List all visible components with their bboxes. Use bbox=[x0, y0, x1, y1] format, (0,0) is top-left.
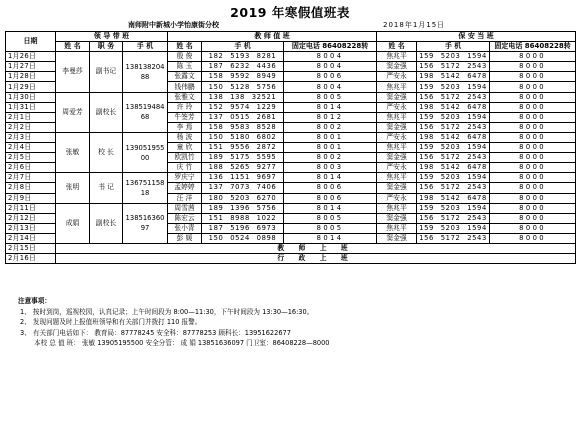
header-security-group: 保 安 当 班 bbox=[377, 32, 576, 42]
schedule-date: 2018年1月15日 bbox=[383, 21, 446, 29]
leader-name: 成娟 bbox=[56, 203, 90, 243]
guard-name: 窦金强 bbox=[377, 62, 417, 72]
leader-duty: 副书记 bbox=[90, 52, 123, 92]
guard-name: 焦兆平 bbox=[377, 223, 417, 233]
teacher-fixed: 8006 bbox=[284, 72, 377, 82]
guard-name: 窦金强 bbox=[377, 122, 417, 132]
teacher-mobile: 152 9574 1229 bbox=[202, 102, 284, 112]
guard-fixed: 8000 bbox=[490, 173, 576, 183]
teacher-name: 欧凯竹 bbox=[168, 153, 202, 163]
teacher-fixed: 8004 bbox=[284, 82, 377, 92]
guard-name: 严安永 bbox=[377, 72, 417, 82]
guard-name: 焦兆平 bbox=[377, 173, 417, 183]
teacher-fixed: 8014 bbox=[284, 233, 377, 243]
teacher-mobile: 151 9556 2872 bbox=[202, 143, 284, 153]
guard-mobile: 198 5142 6478 bbox=[417, 102, 490, 112]
duty-schedule-table bbox=[5, 31, 576, 264]
teacher-fixed: 8005 bbox=[284, 223, 377, 233]
school-name: 南师附中新城小学怡康街分校 bbox=[128, 21, 219, 29]
table-row bbox=[6, 52, 576, 62]
guard-fixed: 8000 bbox=[490, 112, 576, 122]
table-row bbox=[6, 173, 576, 183]
teacher-fixed: 8006 bbox=[284, 193, 377, 203]
date-cell: 1月31日 bbox=[6, 102, 56, 112]
guard-name: 严安永 bbox=[377, 193, 417, 203]
header-leader-group: 领 导 带 班 bbox=[56, 32, 168, 42]
teacher-mobile: 189 1396 5756 bbox=[202, 203, 284, 213]
header-date: 日期 bbox=[6, 32, 56, 52]
table-row bbox=[6, 243, 576, 253]
date-cell: 1月30日 bbox=[6, 92, 56, 102]
table-row bbox=[6, 92, 576, 102]
leader-duty: 书 记 bbox=[90, 173, 123, 203]
date-cell: 2月11日 bbox=[6, 203, 56, 213]
teacher-fixed: 8014 bbox=[284, 102, 377, 112]
teacher-mobile: 136 1151 9697 bbox=[202, 173, 284, 183]
note-item: 1、 按时到岗，巡视校园，认真记录；上午时间段为 8:00—11:30，下午时间段为 13:30—16:30。 bbox=[20, 307, 314, 316]
guard-fixed: 8000 bbox=[490, 223, 576, 233]
date-cell: 2月12日 bbox=[6, 213, 56, 223]
teacher-name: 殷 俊 bbox=[168, 52, 202, 62]
guard-fixed: 8000 bbox=[490, 122, 576, 132]
date-cell: 2月16日 bbox=[6, 254, 56, 264]
guard-mobile: 159 5203 1594 bbox=[417, 112, 490, 122]
header-guard-mobile: 手 机 bbox=[417, 42, 490, 52]
leader-name: 张明 bbox=[56, 173, 90, 203]
guard-fixed: 8000 bbox=[490, 132, 576, 142]
guard-fixed: 8000 bbox=[490, 102, 576, 112]
date-cell: 1月27日 bbox=[6, 62, 56, 72]
teacher-fixed: 8002 bbox=[284, 153, 377, 163]
guard-name: 窦金强 bbox=[377, 213, 417, 223]
guard-name: 焦兆平 bbox=[377, 112, 417, 122]
note-item: 2、 发现问题及时上报值班领导和有关部门并拨打 110 报警。 bbox=[20, 318, 202, 327]
guard-name: 焦兆平 bbox=[377, 203, 417, 213]
table-row bbox=[6, 132, 576, 142]
guard-mobile: 159 5203 1594 bbox=[417, 173, 490, 183]
teacher-mobile: 150 0524 0898 bbox=[202, 233, 284, 243]
header-teacher-name: 姓 名 bbox=[168, 42, 202, 52]
guard-mobile: 198 5142 6478 bbox=[417, 132, 490, 142]
guard-mobile: 159 5203 1594 bbox=[417, 223, 490, 233]
guard-fixed: 8000 bbox=[490, 183, 576, 193]
teacher-name: 陈宏云 bbox=[168, 213, 202, 223]
guard-mobile: 198 5142 6478 bbox=[417, 72, 490, 82]
guard-fixed: 8000 bbox=[490, 163, 576, 173]
teacher-name: 许 玲 bbox=[168, 102, 202, 112]
leader-name: 张敏 bbox=[56, 132, 90, 172]
teacher-name: 汪 洋 bbox=[168, 193, 202, 203]
teacher-name: 彭 媛 bbox=[168, 233, 202, 243]
teacher-mobile: 150 5128 5756 bbox=[202, 82, 284, 92]
leader-mobile: 13675115818 bbox=[123, 173, 168, 203]
teacher-fixed: 8006 bbox=[284, 183, 377, 193]
guard-mobile: 198 5142 6478 bbox=[417, 163, 490, 173]
teacher-name: 童 欣 bbox=[168, 143, 202, 153]
guard-mobile: 156 5172 2543 bbox=[417, 183, 490, 193]
date-cell: 2月4日 bbox=[6, 143, 56, 153]
guard-mobile: 159 5203 1594 bbox=[417, 143, 490, 153]
teacher-fixed: 8002 bbox=[284, 122, 377, 132]
note-contacts: 本校 总 值 班： 张敏 13905195500 安全分管： 成 娟 13851636097 门卫室：86408228—8000 bbox=[34, 339, 330, 348]
date-cell: 1月28日 bbox=[6, 72, 56, 82]
teacher-mobile: 189 5175 5595 bbox=[202, 153, 284, 163]
date-cell: 2月9日 bbox=[6, 193, 56, 203]
guard-fixed: 8000 bbox=[490, 203, 576, 213]
header-leader-mobile: 手 机 bbox=[123, 42, 168, 52]
guard-name: 窦金强 bbox=[377, 233, 417, 243]
teacher-name: 钱伟鹏 bbox=[168, 82, 202, 92]
leader-mobile: 13851948468 bbox=[123, 92, 168, 132]
guard-fixed: 8000 bbox=[490, 72, 576, 82]
leader-duty: 副校长 bbox=[90, 92, 123, 132]
guard-name: 焦兆平 bbox=[377, 52, 417, 62]
teacher-mobile: 138 138 32521 bbox=[202, 92, 284, 102]
page-title: 2019 年寒假值班表 bbox=[230, 5, 350, 20]
teacher-name: 张小青 bbox=[168, 223, 202, 233]
full-width-note: 教 师 上 班 bbox=[56, 243, 576, 253]
teacher-name: 牛签芳 bbox=[168, 112, 202, 122]
guard-fixed: 8000 bbox=[490, 153, 576, 163]
header-teacher-fixed: 固定电话 86408228转 bbox=[284, 42, 377, 52]
notes-section bbox=[20, 296, 575, 349]
teacher-mobile: 180 5203 6270 bbox=[202, 193, 284, 203]
leader-name: 李曼莎 bbox=[56, 52, 90, 92]
guard-name: 焦兆平 bbox=[377, 82, 417, 92]
guard-name: 严安永 bbox=[377, 132, 417, 142]
date-cell: 1月29日 bbox=[6, 82, 56, 92]
teacher-mobile: 187 5196 6973 bbox=[202, 223, 284, 233]
teacher-mobile: 158 9592 8949 bbox=[202, 72, 284, 82]
teacher-name: 杨 波 bbox=[168, 132, 202, 142]
date-cell: 2月2日 bbox=[6, 122, 56, 132]
table-row bbox=[6, 203, 576, 213]
teacher-fixed: 8005 bbox=[284, 213, 377, 223]
teacher-name: 周雪茜 bbox=[168, 203, 202, 213]
teacher-name: 庆 竹 bbox=[168, 163, 202, 173]
teacher-mobile: 187 6232 4436 bbox=[202, 62, 284, 72]
teacher-fixed: 8004 bbox=[284, 62, 377, 72]
teacher-fixed: 8003 bbox=[284, 163, 377, 173]
teacher-fixed: 8001 bbox=[284, 132, 377, 142]
date-cell: 1月26日 bbox=[6, 52, 56, 62]
guard-mobile: 156 5172 2543 bbox=[417, 213, 490, 223]
teacher-name: 李 焉 bbox=[168, 122, 202, 132]
date-cell: 2月3日 bbox=[6, 132, 56, 142]
teacher-name: 罗庆宁 bbox=[168, 173, 202, 183]
guard-fixed: 8000 bbox=[490, 92, 576, 102]
teacher-mobile: 158 9583 8528 bbox=[202, 122, 284, 132]
date-cell: 2月7日 bbox=[6, 173, 56, 183]
teacher-name: 孟婷婷 bbox=[168, 183, 202, 193]
guard-fixed: 8000 bbox=[490, 52, 576, 62]
header-leader-duty: 职 务 bbox=[90, 42, 123, 52]
guard-name: 严安永 bbox=[377, 102, 417, 112]
teacher-mobile: 151 8988 1022 bbox=[202, 213, 284, 223]
teacher-fixed: 8012 bbox=[284, 112, 377, 122]
note-item: 3、 有关部门电话如下： 教育局：87778245 安全科：87778253 顾科长：13951622677 bbox=[20, 328, 291, 337]
header-guard-name: 姓 名 bbox=[377, 42, 417, 52]
guard-mobile: 159 5203 1594 bbox=[417, 203, 490, 213]
date-cell: 2月1日 bbox=[6, 112, 56, 122]
guard-mobile: 159 5203 1594 bbox=[417, 82, 490, 92]
teacher-mobile: 188 5265 9277 bbox=[202, 163, 284, 173]
teacher-mobile: 150 5180 6802 bbox=[202, 132, 284, 142]
date-cell: 2月14日 bbox=[6, 233, 56, 243]
date-cell: 2月6日 bbox=[6, 163, 56, 173]
guard-mobile: 156 5172 2543 bbox=[417, 92, 490, 102]
teacher-fixed: 8014 bbox=[284, 203, 377, 213]
header-teacher-group: 教 师 值 班 bbox=[168, 32, 377, 42]
date-cell: 2月5日 bbox=[6, 153, 56, 163]
teacher-fixed: 8014 bbox=[284, 173, 377, 183]
guard-name: 窦金强 bbox=[377, 153, 417, 163]
table-row bbox=[6, 254, 576, 264]
guard-fixed: 8000 bbox=[490, 213, 576, 223]
teacher-mobile: 137 7073 7406 bbox=[202, 183, 284, 193]
guard-name: 窦金强 bbox=[377, 183, 417, 193]
teacher-name: 陈 玉 bbox=[168, 62, 202, 72]
teacher-fixed: 8001 bbox=[284, 143, 377, 153]
guard-fixed: 8000 bbox=[490, 193, 576, 203]
full-width-note: 行 政 上 班 bbox=[56, 254, 576, 264]
guard-fixed: 8000 bbox=[490, 82, 576, 92]
leader-duty: 校 长 bbox=[90, 132, 123, 172]
leader-duty: 副校长 bbox=[90, 203, 123, 243]
teacher-fixed: 8004 bbox=[284, 52, 377, 62]
guard-name: 窦金强 bbox=[377, 92, 417, 102]
guard-mobile: 159 5203 1594 bbox=[417, 52, 490, 62]
teacher-mobile: 182 5193 8281 bbox=[202, 52, 284, 62]
guard-mobile: 156 5172 2543 bbox=[417, 62, 490, 72]
leader-name: 周爱芳 bbox=[56, 92, 90, 132]
header-leader-name: 姓 名 bbox=[56, 42, 90, 52]
guard-fixed: 8000 bbox=[490, 233, 576, 243]
notes-heading: 注意事项： bbox=[18, 297, 51, 305]
header-teacher-mobile: 手 机 bbox=[202, 42, 284, 52]
date-cell: 2月13日 bbox=[6, 223, 56, 233]
teacher-fixed: 8005 bbox=[284, 92, 377, 102]
teacher-name: 张露文 bbox=[168, 72, 202, 82]
leader-mobile: 13813820488 bbox=[123, 52, 168, 92]
leader-mobile: 13905195500 bbox=[123, 132, 168, 172]
teacher-name: 张雅文 bbox=[168, 92, 202, 102]
date-cell: 2月15日 bbox=[6, 243, 56, 253]
date-cell: 2月8日 bbox=[6, 183, 56, 193]
guard-mobile: 156 5172 2543 bbox=[417, 122, 490, 132]
header-guard-fixed: 固定电话 86408228转 bbox=[490, 42, 576, 52]
guard-fixed: 8000 bbox=[490, 143, 576, 153]
guard-name: 严安永 bbox=[377, 163, 417, 173]
guard-mobile: 156 5172 2543 bbox=[417, 153, 490, 163]
guard-mobile: 198 5142 6478 bbox=[417, 193, 490, 203]
guard-mobile: 156 5172 2543 bbox=[417, 233, 490, 243]
guard-fixed: 8000 bbox=[490, 62, 576, 72]
teacher-mobile: 137 0515 2681 bbox=[202, 112, 284, 122]
leader-mobile: 13851636097 bbox=[123, 203, 168, 243]
guard-name: 焦兆平 bbox=[377, 143, 417, 153]
